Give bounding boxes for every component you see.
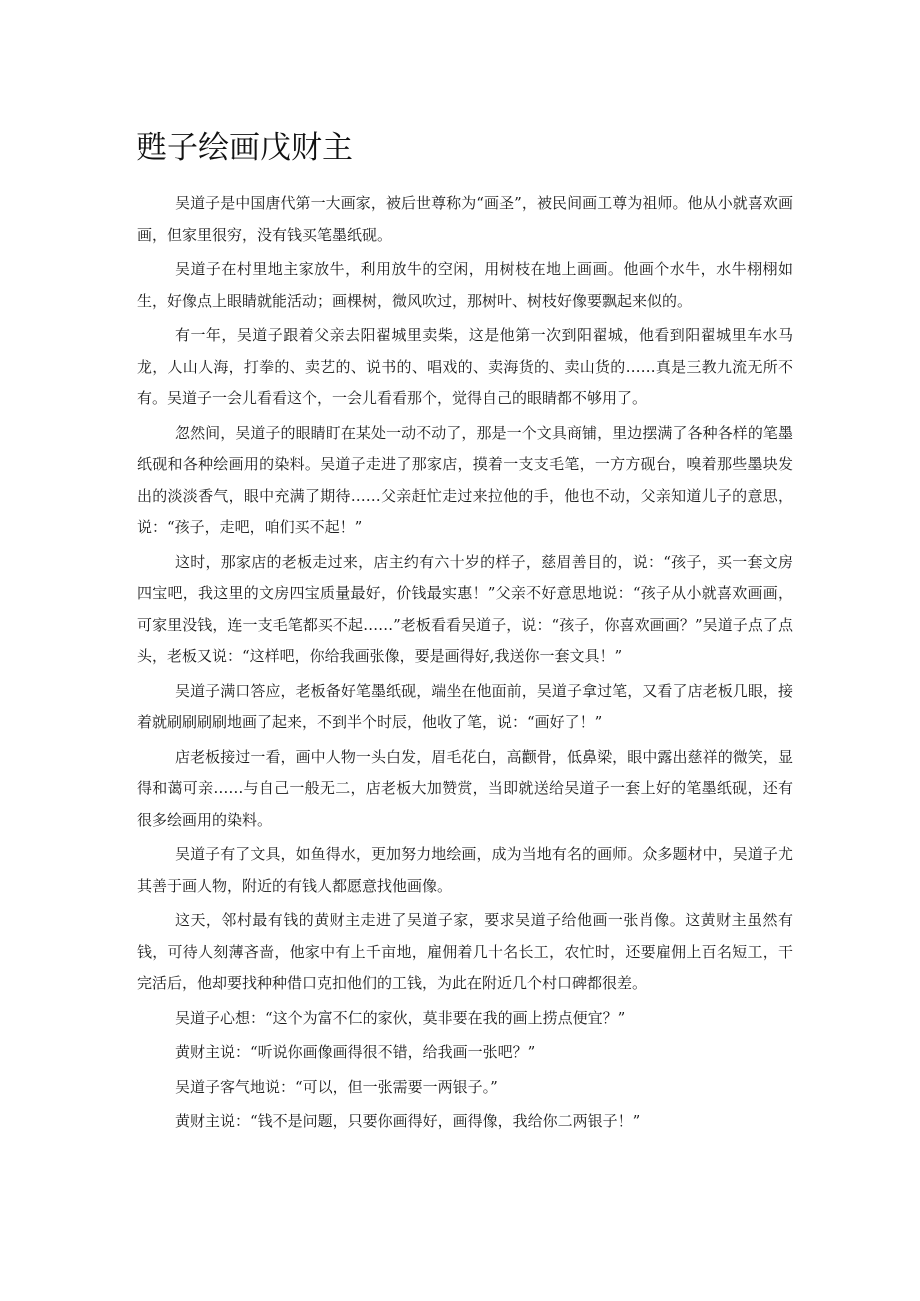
paragraph: 黄财主说：“听说你画像画得很不错，给我画一张吧？”	[175, 1043, 536, 1061]
paragraph: 吴道子有了文具，如鱼得水，更加努力地绘画，成为当地有名的画师。众多题材中，吴道子尤其善于画人物，附近的有钱人都愿意找他画像。	[137, 845, 793, 895]
document-body	[137, 188, 793, 1141]
paragraph: 吴道子客气地说：“可以，但一张需要一两银子。”	[175, 1077, 498, 1096]
paragraph: 吴道子是中国唐代第一大画家，被后世尊称为“画圣”，被民间画工尊为祖师。他从小就喜欢画画，但家里很穷，没有钱买笔墨纸砚。	[137, 194, 793, 244]
paragraph: 吴道子满口答应，老板备好笔墨纸砚，端坐在他面前，吴道子拿过笔，又看了店老板几眼，接着就刷刷刷刷地画了起来，不到半个时辰，他收了笔，说：“画好了！”	[137, 681, 793, 731]
paragraph: 黄财主说：“钱不是问题，只要你画得好，画得像，我给你二两银子！”	[175, 1112, 641, 1130]
paragraph: 店老板接过一看，画中人物一头白发，眉毛花白，高颧骨，低鼻梁，眼中露出慈祥的微笑，显得和蔼可亲……与自己一般无二，店老板大加赞赏，当即就送给吴道子一套上好的笔墨纸砚，还有很多绘画用的染料。	[137, 747, 793, 829]
paragraph: 这天，邻村最有钱的黄财主走进了吴道子家，要求吴道子给他画一张肖像。这黄财主虽然有钱，可待人刻薄吝啬，他家中有上千亩地，雇佣着几十名长工，农忙时，还要雇佣上百名短工，干完活后，他却要找种种借口克扣他们的工钱，为此在附近几个村口碑都很差。	[137, 911, 793, 992]
paragraph: 忽然间，吴道子的眼睛盯在某处一动不动了，那是一个文具商铺，里边摆满了各种各样的笔墨纸砚和各种绘画用的染料。吴道子走进了那家店，摸着一支支毛笔，一方方砚台，嗅着那些墨块发出的淡淡香气，眼中充满了期待……父亲赶忙走过来拉他的手，他也不动，父亲知道儿子的意思，说：“孩子，走吧，咱们买不起！”	[137, 423, 793, 536]
document-title: 甦子绘画戊财主	[136, 130, 353, 166]
paragraph: 吴道子心想：“这个为富不仁的家伙，莫非要在我的画上捞点便宜？”	[175, 1008, 626, 1027]
paragraph: 这时，那家店的老板走过来，店主约有六十岁的样子，慈眉善目的，说：“孩子，买一套文房四宝吧，我这里的文房四宝质量最好，价钱最实惠！”父亲不好意思地说：“孩子从小就喜欢画画，可家里没钱，连一支毛笔都买不起……”老板看看吴道子，说：“孩子，你喜欢画画？”吴道子点了点头，老板又说：“这样吧，你给我画张像，要是画得好,我送你一套文具！”	[137, 552, 793, 665]
paragraph: 有一年，吴道子跟着父亲去阳翟城里卖柴，这是他第一次到阳翟城，他看到阳翟城里车水马龙，人山人海，打拳的、卖艺的、说书的、唱戏的、卖海货的、卖山货的……真是三教九流无所不有。吴道子一会儿看看这个，一会儿看看那个，觉得自己的眼睛都不够用了。	[137, 326, 793, 407]
paragraph: 吴道子在村里地主家放牛，利用放牛的空闲，用树枝在地上画画。他画个水牛，水牛栩栩如生，好像点上眼睛就能活动；画棵树，微风吹过，那树叶、树枝好像要飘起来似的。	[137, 260, 793, 310]
